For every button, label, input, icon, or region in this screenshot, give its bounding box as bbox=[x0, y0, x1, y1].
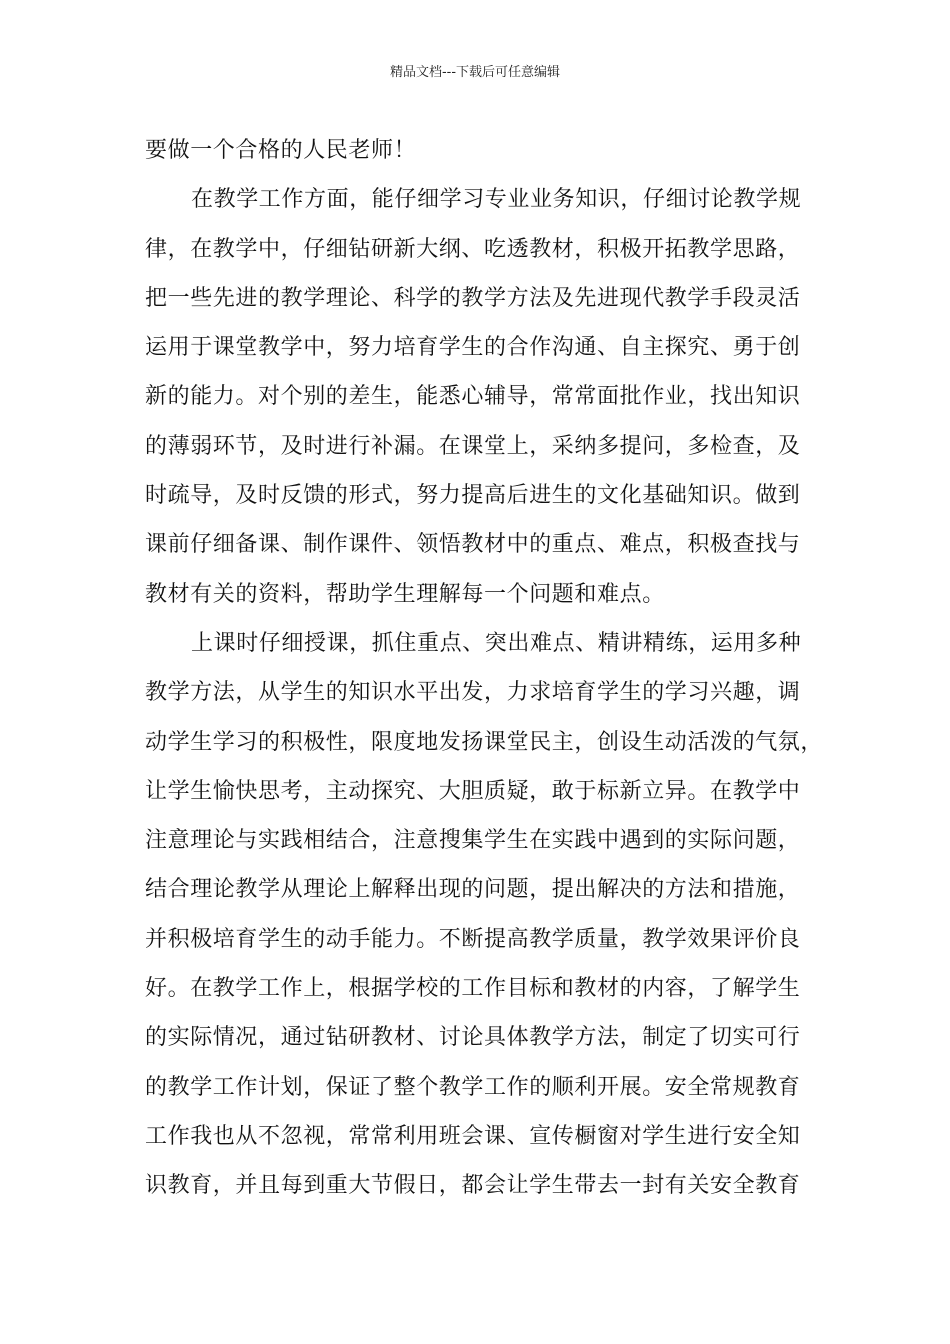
text-line: 把一些先进的教学理论、科学的教学方法及先进现代教学手段灵活 bbox=[145, 285, 801, 311]
text-line: 教材有关的资料，帮助学生理解每一个问题和难点。 bbox=[145, 581, 665, 607]
text-line: 课前仔细备课、制作课件、领悟教材中的重点、难点，积极查找与 bbox=[145, 532, 801, 558]
text-line: 结合理论教学从理论上解释出现的问题，提出解决的方法和措施， bbox=[145, 877, 801, 903]
text-line: 要做一个合格的人民老师！ bbox=[145, 138, 417, 163]
text-line: 动学生学习的积极性，限度地发扬课堂民主，创设生动活泼的气氛， bbox=[145, 729, 824, 755]
text-line: 教学方法，从学生的知识水平出发，力求培育学生的学习兴趣，调 bbox=[145, 680, 801, 706]
text-line: 识教育，并且每到重大节假日，都会让学生带去一封有关安全教育 bbox=[145, 1173, 801, 1199]
paragraph-first-line: 在教学工作方面，能仔细学习专业业务知识，仔细讨论教学规 bbox=[191, 187, 802, 213]
text-line: 让学生愉快思考，主动探究、大胆质疑，敢于标新立异。在教学中 bbox=[145, 778, 801, 804]
text-line: 并积极培育学生的动手能力。不断提高教学质量，教学效果评价良 bbox=[145, 926, 801, 952]
text-line: 注意理论与实践相结合，注意搜集学生在实践中遇到的实际问题， bbox=[145, 828, 801, 854]
text-line: 时疏导，及时反馈的形式，努力提高后进生的文化基础知识。做到 bbox=[145, 483, 801, 509]
page-header: 精品文档---下载后可任意编辑 bbox=[389, 65, 561, 80]
text-line: 运用于课堂教学中，努力培育学生的合作沟通、自主探究、勇于创 bbox=[145, 335, 801, 361]
paragraph-first-line: 上课时仔细授课，抓住重点、突出难点、精讲精练，运用多种 bbox=[191, 630, 802, 656]
text-line: 律，在教学中，仔细钻研新大纲、吃透教材，积极开拓教学思路， bbox=[145, 236, 801, 262]
text-line: 的教学工作计划，保证了整个教学工作的顺利开展。安全常规教育 bbox=[145, 1074, 801, 1100]
text-line: 好。在教学工作上，根据学校的工作目标和教材的内容，了解学生 bbox=[145, 976, 801, 1002]
text-line: 工作我也从不忽视，常常利用班会课、宣传橱窗对学生进行安全知 bbox=[145, 1123, 801, 1149]
document-body bbox=[145, 126, 824, 1211]
text-line: 新的能力。对个别的差生，能悉心辅导，常常面批作业，找出知识 bbox=[145, 384, 801, 410]
text-line: 的实际情况，通过钻研教材、讨论具体教学方法，制定了切实可行 bbox=[145, 1025, 801, 1051]
text-line: 的薄弱环节，及时进行补漏。在课堂上，采纳多提问，多检查，及 bbox=[145, 433, 801, 459]
